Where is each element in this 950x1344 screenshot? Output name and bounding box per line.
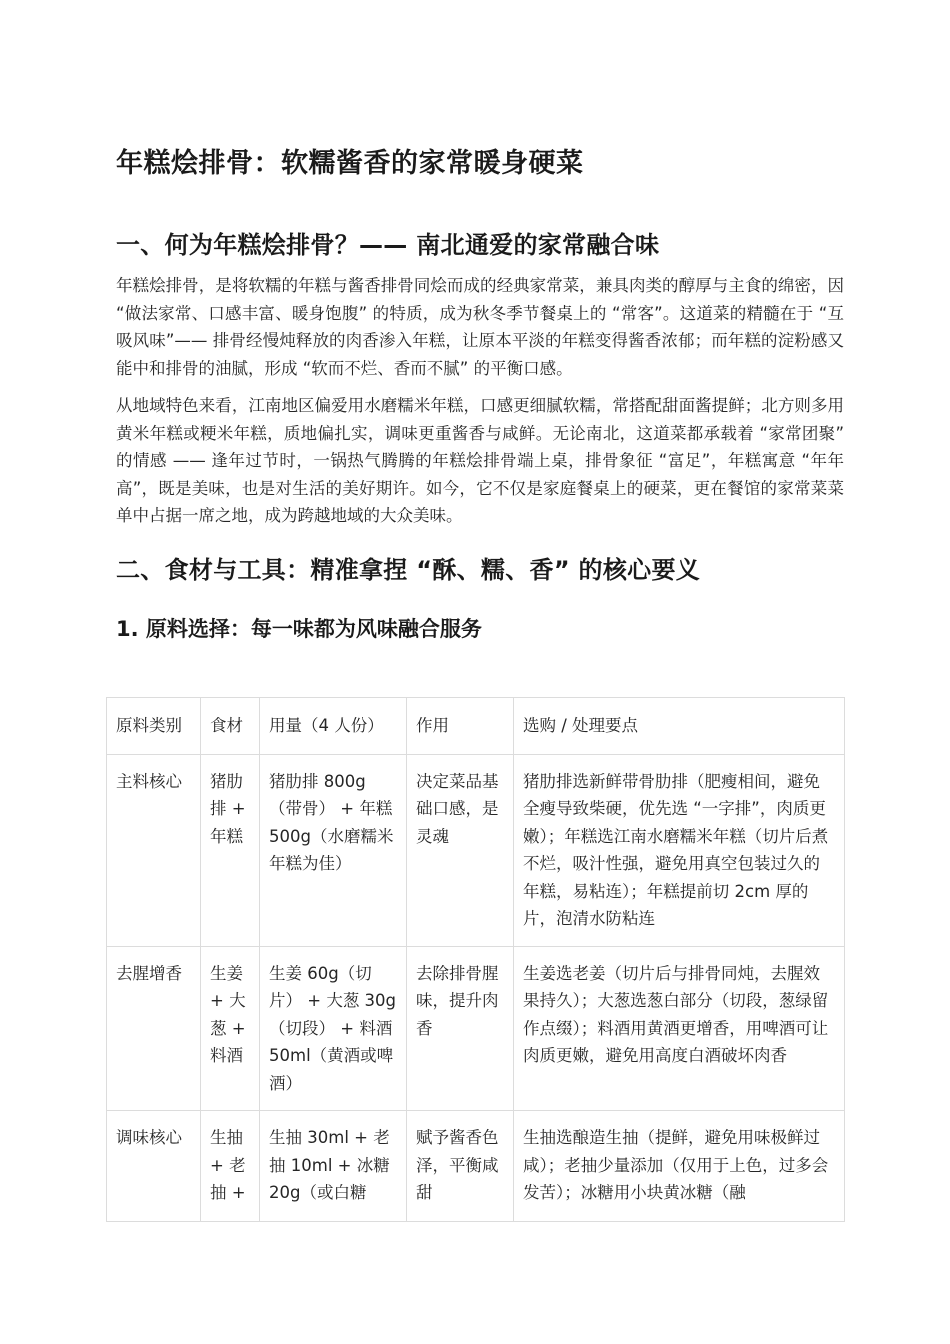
section-1-paragraph-1: 年糕烩排骨，是将软糯的年糕与酱香排骨同烩而成的经典家常菜，兼具肉类的醇厚与主食的绵密，因 “做法家常、口感丰富、暖身饱腹” 的特质，成为秋冬季节餐桌上的 “常客”。这道菜的精髓在于 “互吸风味”—— 排骨经慢炖释放的肉香渗入年糕，让原本平淡的年糕变得酱香浓郁；而年糕的淀粉感又能中和排骨的油腻，形成 “软而不烂、香而不腻” 的平衡口感。 [116,276,844,378]
row-amount: 猪肋排 800g （带骨） + 年糕 500g（水磨糯米年糕为佳） [260,754,407,946]
row-tips: 生姜选老姜（切片后与排骨同炖，去腥效果持久）；大葱选葱白部分（切段，葱绿留作点缀）；料酒用黄酒更增香，用啤酒可让肉质更嫩，避免用高度白酒破坏肉香 [514,946,845,1111]
row-role: 去除排骨腥味，提升肉香 [407,946,514,1111]
row-amount [260,1111,407,1222]
header-amount: 用量（4 人份） [260,698,407,755]
section-1-paragraph-2: 从地域特色来看，江南地区偏爱用水磨糯米年糕，口感更细腻软糯，常搭配甜面酱提鲜；北方则多用黄米年糕或粳米年糕，质地偏扎实，调味更重酱香与咸鲜。无论南北，这道菜都承载着 “家常团聚” 的情感 —— 逢年过节时，一锅热气腾腾的年糕烩排骨端上桌，排骨象征 “富足”，年糕寓意 “年年高”，既是美味，也是对生活的美好期许。如今，它不仅是家庭餐桌上的硬菜，更在餐馆的家常菜菜单中占据一席之地，成为跨越地域的大众美味。 [116,396,844,526]
section-2-subheading-1: 1. 原料选择：每一味都为风味融合服务 [116,617,482,642]
row-tips: 猪肋排选新鲜带骨肋排（肥瘦相间，避免全瘦导致柴硬，优先选 “一字排”，肉质更嫩）；年糕选江南水磨糯米年糕（切片后煮不烂，吸汁性强，避免用真空包装过久的年糕，易粘连）；年糕提前切 2cm 厚的片，泡清水防粘连 [514,754,845,946]
section-2-heading: 二、食材与工具：精准拿捏 “酥、糯、香” 的核心要义 [116,555,701,584]
row-ingredient [201,1111,260,1222]
row-role-text: 赋予酱香色泽，平衡咸甜 [416,1128,499,1202]
row-tips-text: 生抽选酿造生抽（提鲜，避免用味极鲜过咸）；老抽少量添加（仅用于上色，过多会发苦）；冰糖用小块黄冰糖（融 [523,1128,829,1202]
row-category: 主料核心 [107,754,201,946]
header-tips: 选购 / 处理要点 [514,698,845,755]
row-amount-text: 生抽 30ml + 老抽 10ml + 冰糖 20g（或白糖 [269,1128,390,1202]
header-category: 原料类别 [107,698,201,755]
header-ingredient: 食材 [201,698,260,755]
row-role: 决定菜品基础口感，是灵魂 [407,754,514,946]
table-row [107,1111,845,1222]
row-ingredient: 生姜 + 大葱 + 料酒 [201,946,260,1111]
row-role [407,1111,514,1222]
table-row [107,754,845,946]
table-row [107,946,845,1111]
row-amount: 生姜 60g（切片） + 大葱 30g（切段） + 料酒 50ml（黄酒或啤酒） [260,946,407,1111]
document-body [116,145,844,645]
row-category [107,1111,201,1222]
row-category-text: 调味核心 [116,1128,182,1147]
row-tips [514,1111,845,1222]
table-header-row [107,698,845,755]
header-role: 作用 [407,698,514,755]
page-title: 年糕烩排骨：软糯酱香的家常暖身硬菜 [116,148,584,179]
row-ingredient: 猪肋排 + 年糕 [201,754,260,946]
section-1-heading: 一、何为年糕烩排骨？—— 南北通爱的家常融合味 [116,230,660,259]
row-ingredient-text: 生抽 + 老抽 + [210,1128,246,1202]
row-category: 去腥增香 [107,946,201,1111]
ingredients-table [106,697,845,1222]
